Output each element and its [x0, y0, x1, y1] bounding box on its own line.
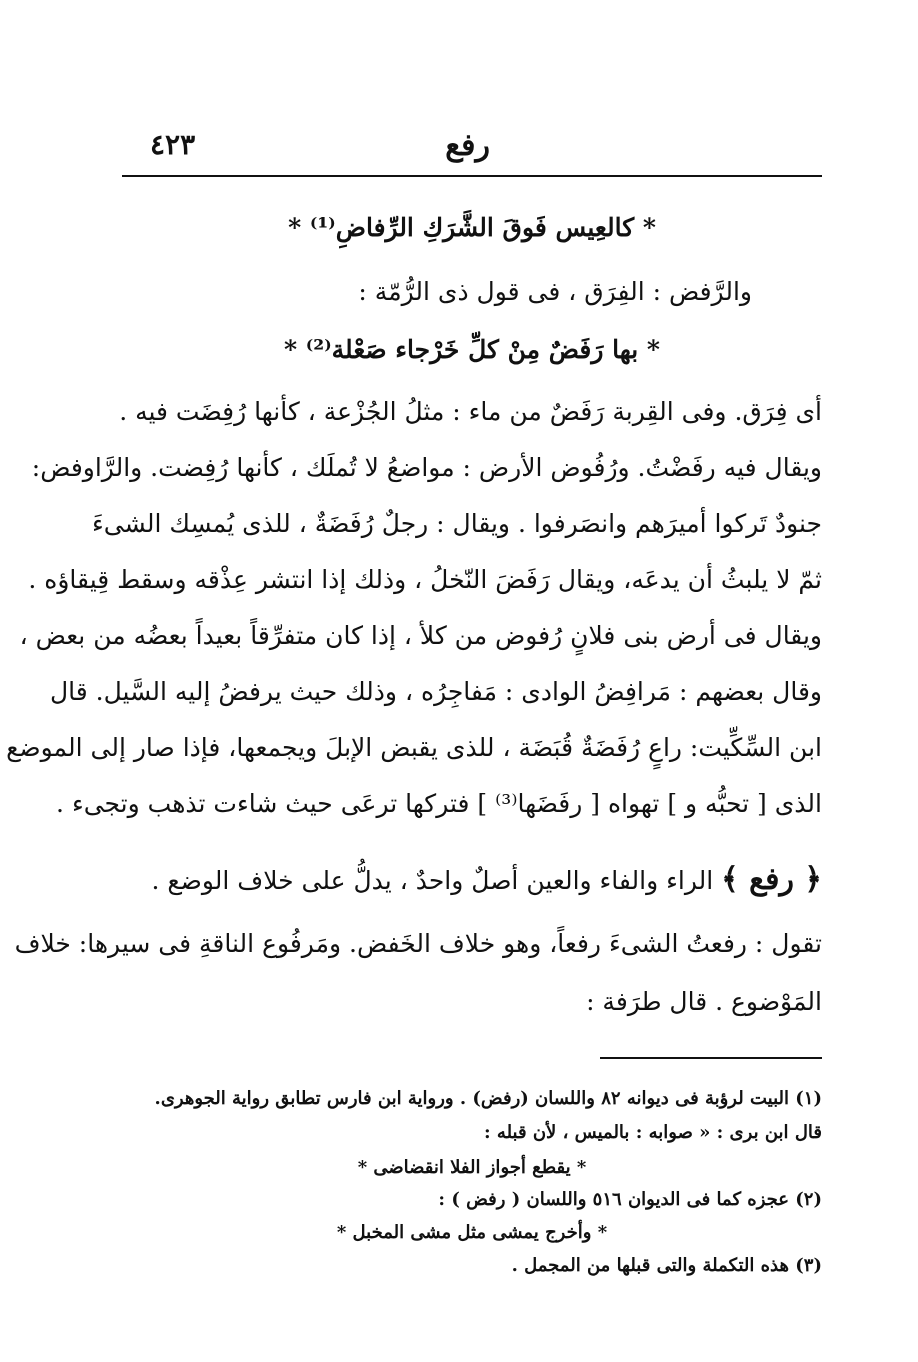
footnote-1-cont: قال ابن برى : « صوابه : بالميس ، لأن قبله :: [484, 1122, 822, 1143]
footnote-rule: [600, 1057, 822, 1059]
entry-headword: ﴿ رفع ﴾: [721, 862, 822, 897]
footnote-2: (٢) عجزه كما فى الديوان ٥١٦ واللسان ( رفض ) :: [438, 1189, 822, 1210]
header-rule: [122, 175, 822, 177]
page-number: ٤٢٣: [150, 128, 196, 161]
entry-definition: الراء والفاء والعين أصلٌ واحدٌ ، يدلُّ على خلاف الوضع .: [151, 866, 714, 895]
text-line: الذى [ تحبُّه و ] تهواه [ رفَضَها⁽³⁾ ] فتركها ترعَى حيث شاءت تذهب وتجىء .: [56, 789, 822, 818]
text-line: وقال بعضهم : مَرافِضُ الوادى : مَفاجِرُه ، وذلك حيث يرفضُ إليه السَّيل. قال: [49, 677, 822, 706]
text-line: المَوْضوع . قال طرَفة :: [586, 987, 822, 1016]
page-header: [122, 128, 822, 172]
text-line: تقول : رفعتُ الشىءَ رفعاً، وهو خلاف الخَفض. ومَرفُوع الناقةِ فى سيرها: خلاف: [14, 929, 822, 958]
footnote-3: (٣) هذه التكملة والتى قبلها من المجمل .: [511, 1255, 822, 1276]
verse-line: * بها رَفَضٌ مِنْ كلِّ خَرْجاء صَعْلة⁽²⁾ *: [284, 335, 660, 364]
text-line: والرَّفض : الفِرَق ، فى قول ذى الرُّمّة :: [358, 277, 752, 306]
text-line: ابن السِّكِّيت: راعٍ رُفَضَةٌ قُبَضَة ، للذى يقبض الإبلَ ويجمعها، فإذا صار إلى الموضع: [6, 733, 822, 762]
entry-first-line: [122, 858, 822, 903]
footnote-1: (١) البيت لرؤبة فى ديوانه ٨٢ واللسان (رفض) . ورواية ابن فارس تطابق رواية الجوهرى.: [154, 1088, 822, 1109]
text-line: ويقال فيه رفَضْتُ. ورُفُوض الأرض : مواضعُ لا تُملَك ، كأنها رُفِضت. والرَّاوفض:: [31, 453, 822, 482]
text-line: ويقال فى أرض بنى فلانٍ رُفوض من كلأ ، إذا كان متفرِّقاً بعيداً بعضُه من بعض ،: [19, 621, 822, 650]
text-line: جنودٌ تَركوا أميرَهم وانصَرفوا . ويقال : رجلٌ رُفَضَةٌ ، للذى يُمسِك الشىءَ: [92, 509, 822, 538]
footnote-2-verse: * وأخرج يمشى مثل مشى المخبل *: [336, 1222, 608, 1243]
text-line: ثمّ لا يلبثُ أن يدعَه، ويقال رَفَضَ النّخلُ ، وذلك إذا انتشر عِذْقه وسقط قِيقاؤه .: [28, 565, 822, 594]
verse-line: * كالعِيس فَوقَ الشَّرَكِ الرِّفاضِ⁽¹⁾ *: [288, 213, 656, 242]
text-line: أى فِرَق. وفى القِربة رَفَضٌ من ماء : مثلُ الجُزْعة ، كأنها رُفِضَت فيه .: [119, 397, 822, 426]
footnote-1-verse: * يقطع أجواز الفلا انقضاضى *: [357, 1157, 587, 1178]
running-head-word: رفع: [445, 128, 490, 163]
